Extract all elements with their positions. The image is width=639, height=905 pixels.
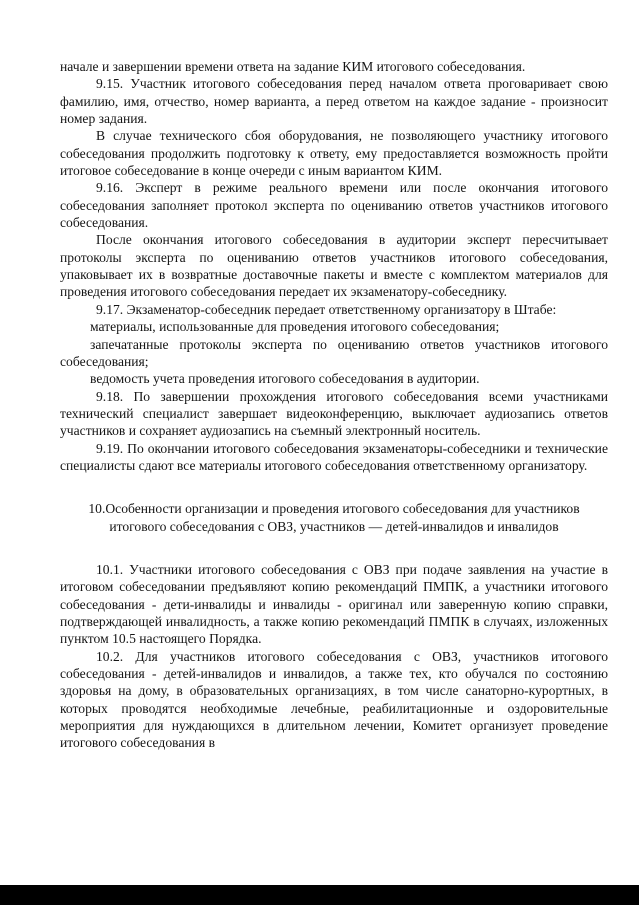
paragraph-9-15: 9.15. Участник итогового собеседования перед началом ответа проговаривает свою фамилию, имя, отчество, номер варианта, а перед ответом на каждое задание - произносит номер задания. bbox=[60, 76, 608, 127]
paragraph-9-16: 9.16. Эксперт в режиме реального времени или после окончания итогового собеседования заполняет протокол эксперта по оцениванию ответов участников итогового собеседования. bbox=[60, 180, 608, 231]
paragraph-9-17: 9.17. Экзаменатор-собеседник передает ответственному организатору в Штабе: bbox=[96, 301, 557, 317]
list-item-protocols: запечатанные протоколы эксперта по оцениванию ответов участников итогового собеседования; bbox=[60, 336, 608, 369]
section-heading-line-2: итогового собеседования с ОВЗ, участников — детей-инвалидов и инвалидов bbox=[109, 518, 559, 534]
paragraph-9-18: 9.18. По завершении прохождения итогового собеседования всеми участниками технический специалист завершает видеоконференцию, выключает аудиозапись ответов участников и сохраняет аудиозапись на съемный электронный носитель. bbox=[60, 388, 608, 439]
paragraph-9-19: 9.19. По окончании итогового собеседования экзаменаторы-собеседники и технические специалисты сдают все материалы итогового собеседования ответственному организатору. bbox=[60, 440, 608, 473]
section-spacer bbox=[60, 474, 608, 500]
list-item-statement: ведомость учета проведения итогового собеседования в аудитории. bbox=[90, 371, 480, 387]
paragraph-10-1: 10.1. Участники итогового собеседования с ОВЗ при подаче заявления на участие в итоговом собеседовании предъявляют копию рекомендаций ПМПК, а участники итогового собеседования - дети-инвалиды и инвалиды - оригинал или заверенную копию справки, подтверждающей инвалидность, а также копию рекомендаций ПМПК в случаях, изложенных пунктом 10.5 настоящего Порядка. bbox=[60, 561, 608, 647]
section-heading bbox=[60, 500, 608, 535]
paragraph-continuation: началe и завершении времени ответа на задание КИМ итогового собеседования. bbox=[60, 59, 526, 74]
scan-bottom-edge bbox=[0, 885, 639, 905]
heading-spacer bbox=[60, 535, 608, 561]
paragraph-after-interview: После окончания итогового собеседования в аудитории эксперт пересчитывает протоколы эксперта по оцениванию ответов участников итогового собеседования, упаковывает их в возвратные доставочные пакеты и вместе с комплектом материалов для проведения итогового собеседования передает их экзаменатору-собеседнику. bbox=[60, 232, 608, 300]
document-body bbox=[60, 58, 608, 752]
list-item-materials: материалы, использованные для проведения итогового собеседования; bbox=[90, 319, 500, 335]
paragraph-10-2: 10.2. Для участников итогового собеседования с ОВЗ, участников итогового собеседования - детей-инвалидов и инвалидов, а также тех, кто обучался по состоянию здоровья на дому, в образовательных организациях, в том числе санаторно-курортных, в которых проводятся необходимые лечебные, реабилитационные и оздоровительные мероприятия для нуждающихся в длительном лечении, Комитет организует проведение итогового собеседования в bbox=[60, 648, 608, 751]
section-heading-line-1: 10.Особенности организации и проведения итогового собеседования для участников bbox=[88, 501, 580, 517]
paragraph-technical-failure: В случае технического сбоя оборудования, не позволяющего участнику итогового собеседования продолжить подготовку к ответу, ему предоставляется возможность пройти итоговое собеседование в конце очереди с иным вариантом КИМ. bbox=[60, 128, 608, 179]
